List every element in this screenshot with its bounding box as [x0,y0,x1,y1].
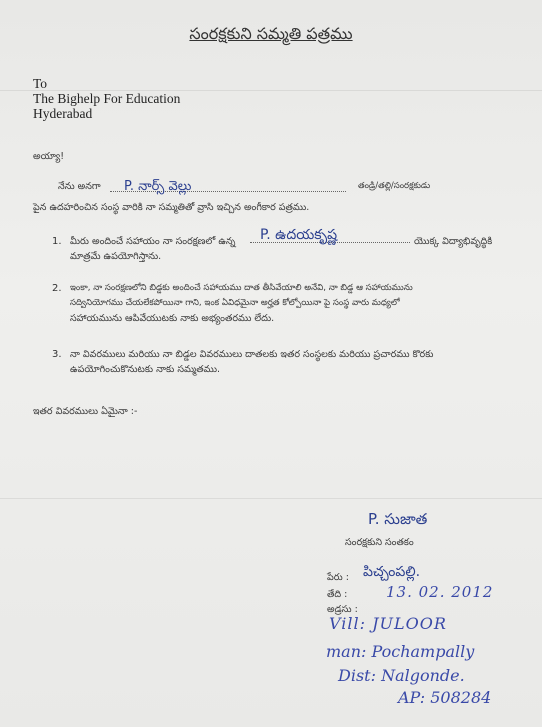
address-to: To [33,76,48,91]
name-fill-line [110,175,346,192]
item-number: 2. [52,283,62,294]
item2-line1: ఇంకా, నా సంరక్షణలోని బిడ్డకు అందించే సహాయము దాత తీసివేయాలి అనేవి, నా బిడ్డ ఆ సహాయమును [70,283,413,293]
date-value-handwritten: 13. 02. 2012 [386,583,494,601]
address-org: The Bighelp For Education [33,91,181,106]
letter-title: సంరక్షకుని సమ్మతి పత్రము [189,24,353,43]
recipient-address [33,76,180,121]
village-handwritten: Vill: JULOOR [329,614,447,633]
name-label: పేరు : [327,572,349,583]
district-handwritten: Dist: Nalgonde. [338,666,465,685]
item1-line1-suffix: యొక్క విద్యాభివృద్ధికి [414,236,493,247]
item3-line2: ఉపయోగించుకొనుటకు నాకు సమ్మతము. [70,364,221,375]
item2-line3: సహాయమును ఆపివేయుటకు నాకు అభ్యంతరము లేదు. [70,313,275,324]
signature-handwritten: P. సుజాత [368,510,428,528]
child-name-handwritten: P. ఉదయకృష్ణ [260,227,338,243]
intro-line2: పైన ఉదహరించిన సంస్థ వారికి నా సమ్మతితో వ్రాసి ఇచ్చిన అంగీకార పత్రము. [33,202,310,213]
mandal-handwritten: man: Pochampally [326,642,475,661]
intro-prefix: నేను అనగా [58,181,101,192]
address-city: Hyderabad [33,106,93,121]
pincode-handwritten: AP: 508284 [398,688,492,707]
signature-label: సంరక్షకుని సంతకం [345,537,414,548]
item3-line1: నా వివరములు మరియు నా బిడ్డల వివరములు దాతలకు ఇతర సంస్థలకు మరియు ప్రచారము కొరకు [70,349,434,360]
parent-name-handwritten: P. నార్స్ వెల్లు [124,179,192,194]
salutation: అయ్యా! [33,151,65,162]
item1-line2: మాత్రమే ఉపయోగిస్తాను. [70,251,162,262]
address-label: అడ్రసు : [327,604,358,615]
child-fill-line [250,224,410,243]
item-number: 1. [52,236,62,247]
other-details-label: ఇతర వివరములు ఏమైనా :- [33,406,138,417]
intro-suffix: తండ్రి/తల్లి/సంరక్షకుడు [358,181,431,191]
item-number: 3. [52,349,62,360]
item2-line2: సద్వినియోగము చేయలేకపోయినా గాని, ఇంక ఏవిధమైనా అర్హత కోల్పోయినా పై సంస్థ వారు మధ్యలో [70,298,400,308]
item1-line1-prefix: మీరు అందించే సహాయం నా సంరక్షణలో ఉన్న [70,236,236,247]
name-value-handwritten: పిచ్చంపల్లి. [363,564,421,580]
paper-fold [0,498,542,499]
date-label: తేది : [327,589,348,600]
